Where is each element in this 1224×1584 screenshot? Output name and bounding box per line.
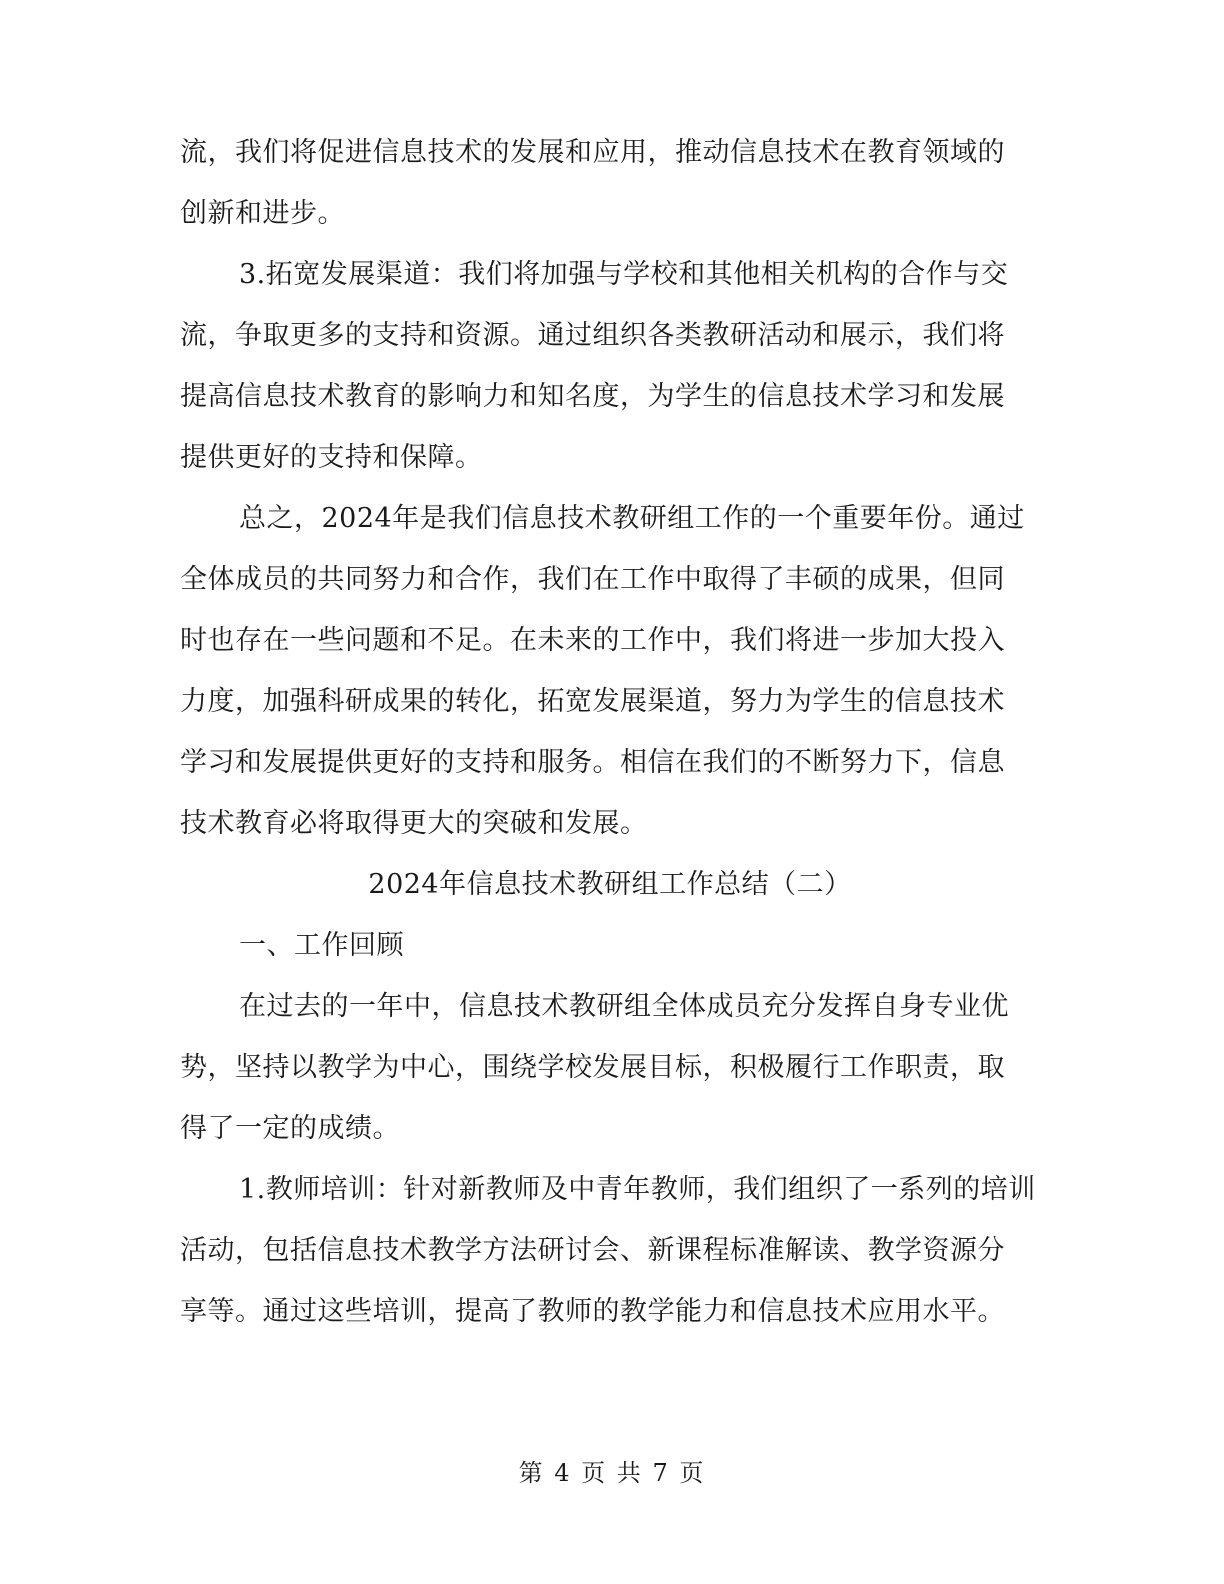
page-number-footer: 第 4 页 共 7 页	[518, 1459, 706, 1487]
body-text-line: 享等。通过这些培训，提高了教师的教学能力和信息技术应用水平。	[180, 1296, 1005, 1327]
body-text-line: 提高信息技术教育的影响力和知名度，为学生的信息技术学习和发展	[180, 381, 1005, 412]
body-text-line: 势，坚持以教学为中心，围绕学校发展目标，积极履行工作职责，取	[180, 1052, 1005, 1083]
body-text-line: 学习和发展提供更好的支持和服务。相信在我们的不断努力下，信息	[180, 747, 1005, 778]
body-text-line: 提供更好的支持和保障。	[180, 442, 483, 473]
body-text-line: 总之，2024年是我们信息技术教研组工作的一个重要年份。通过	[239, 503, 1025, 534]
body-text-line: 流，争取更多的支持和资源。通过组织各类教研活动和展示，我们将	[180, 320, 1005, 351]
body-text-line: 活动，包括信息技术教学方法研讨会、新课程标准解读、教学资源分	[180, 1235, 1005, 1266]
body-text-line: 时也存在一些问题和不足。在未来的工作中，我们将进一步加大投入	[180, 625, 1005, 656]
section-title: 2024年信息技术教研组工作总结（二）	[368, 869, 852, 900]
body-text-line: 1.教师培训：针对新教师及中青年教师，我们组织了一系列的培训	[239, 1174, 1036, 1205]
body-text-line: 创新和进步。	[180, 198, 345, 229]
body-text-line: 3.拓宽发展渠道：我们将加强与学校和其他相关机构的合作与交	[239, 259, 1009, 290]
body-text-line: 在过去的一年中，信息技术教研组全体成员充分发挥自身专业优	[239, 991, 1009, 1022]
body-text-line: 技术教育必将取得更大的突破和发展。	[180, 808, 648, 839]
section-heading: 一、工作回顾	[239, 930, 404, 961]
body-text-line: 全体成员的共同努力和合作，我们在工作中取得了丰硕的成果，但同	[180, 564, 1005, 595]
body-text-line: 力度，加强科研成果的转化，拓宽发展渠道，努力为学生的信息技术	[180, 686, 1005, 717]
page-body	[180, 122, 1040, 1342]
body-text-line: 得了一定的成绩。	[180, 1113, 400, 1144]
body-text-line: 流，我们将促进信息技术的发展和应用，推动信息技术在教育领域的	[180, 137, 1005, 168]
